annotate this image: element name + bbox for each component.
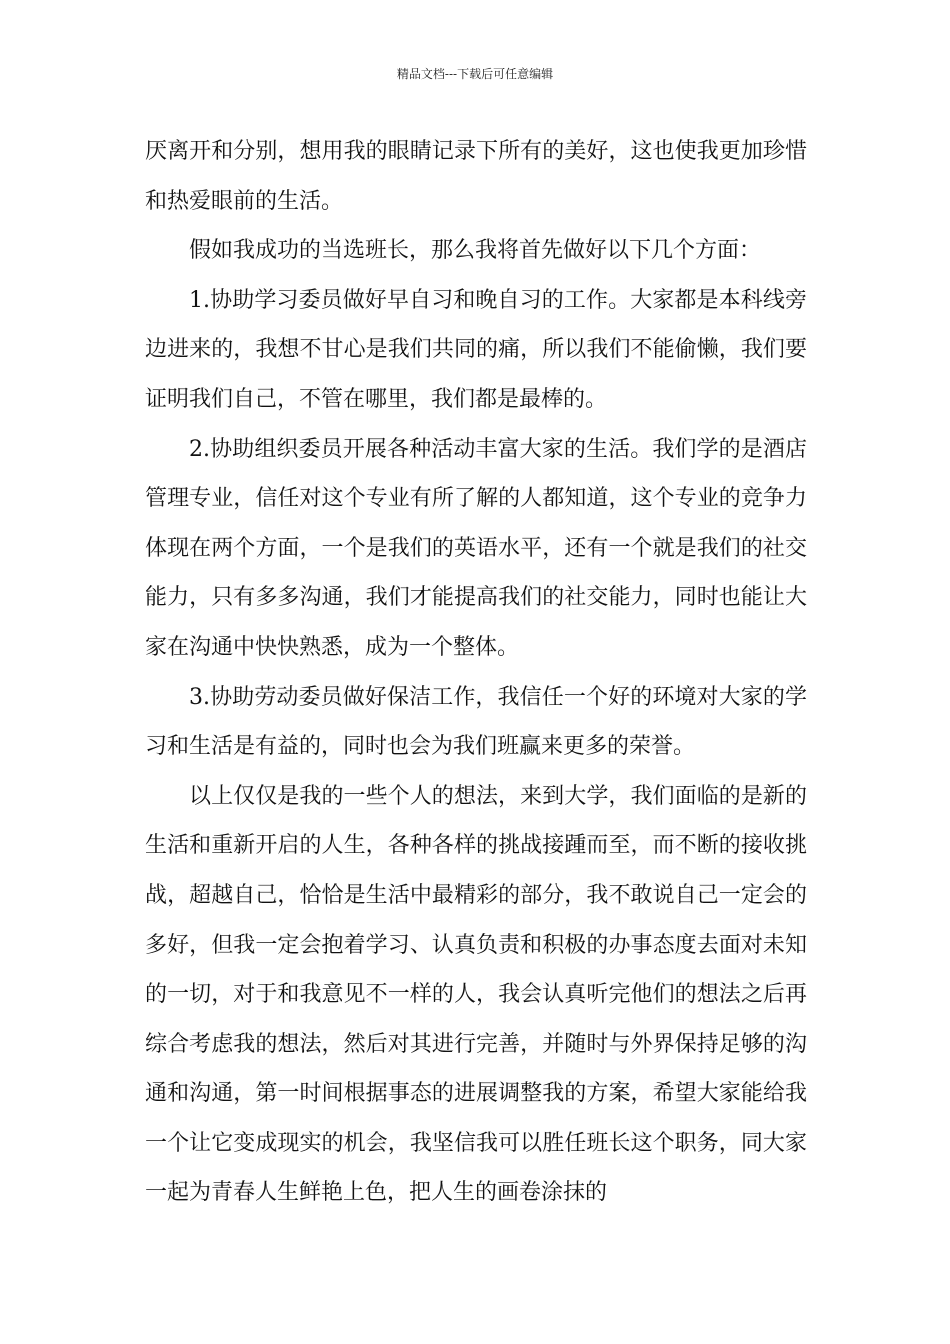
paragraph-6: 以上仅仅是我的一些个人的想法，来到大学，我们面临的是新的生活和重新开启的人生，各种各样的挑战接踵而至，而不断的接收挑战，超越自己，恰恰是生活中最精彩的部分，我不敢说自己一定会的多好，但我一定会抱着学习、认真负责和积极的办事态度去面对未知的一切，对于和我意见不一样的人，我会认真听完他们的想法之后再综合考虑我的想法，然后对其进行完善，并随时与外界保持足够的沟通和沟通，第一时间根据事态的进展调整我的方案，希望大家能给我一个让它变成现实的机会，我坚信我可以胜任班长这个职务，同大家一起为青春人生鲜艳上色，把人生的画卷涂抹的 [145,783,807,1206]
document-body [145,127,807,1218]
paragraph-3: 1.协助学习委员做好早自习和晚自习的工作。大家都是本科线旁边进来的，我想不甘心是我们共同的痛，所以我们不能偷懒，我们要证明我们自己，不管在哪里，我们都是最棒的。 [145,287,807,412]
paragraph-2: 假如我成功的当选班长，那么我将首先做好以下几个方面： [189,238,762,264]
paragraph-4: 2.协助组织委员开展各种活动丰富大家的生活。我们学的是酒店管理专业，信任对这个专业有所了解的人都知道，这个专业的竞争力体现在两个方面，一个是我们的英语水平，还有一个就是我们的社交能力，只有多多沟通，我们才能提高我们的社交能力，同时也能让大家在沟通中快快熟悉，成为一个整体。 [145,436,807,660]
paragraph-5: 3.协助劳动委员做好保洁工作，我信任一个好的环境对大家的学习和生活是有益的，同时也会为我们班赢来更多的荣誉。 [145,684,807,760]
page-header: 精品文档---下载后可任意编辑 [396,67,554,81]
paragraph-1: 厌离开和分别，想用我的眼睛记录下所有的美好，这也使我更加珍惜和热爱眼前的生活。 [145,139,807,214]
